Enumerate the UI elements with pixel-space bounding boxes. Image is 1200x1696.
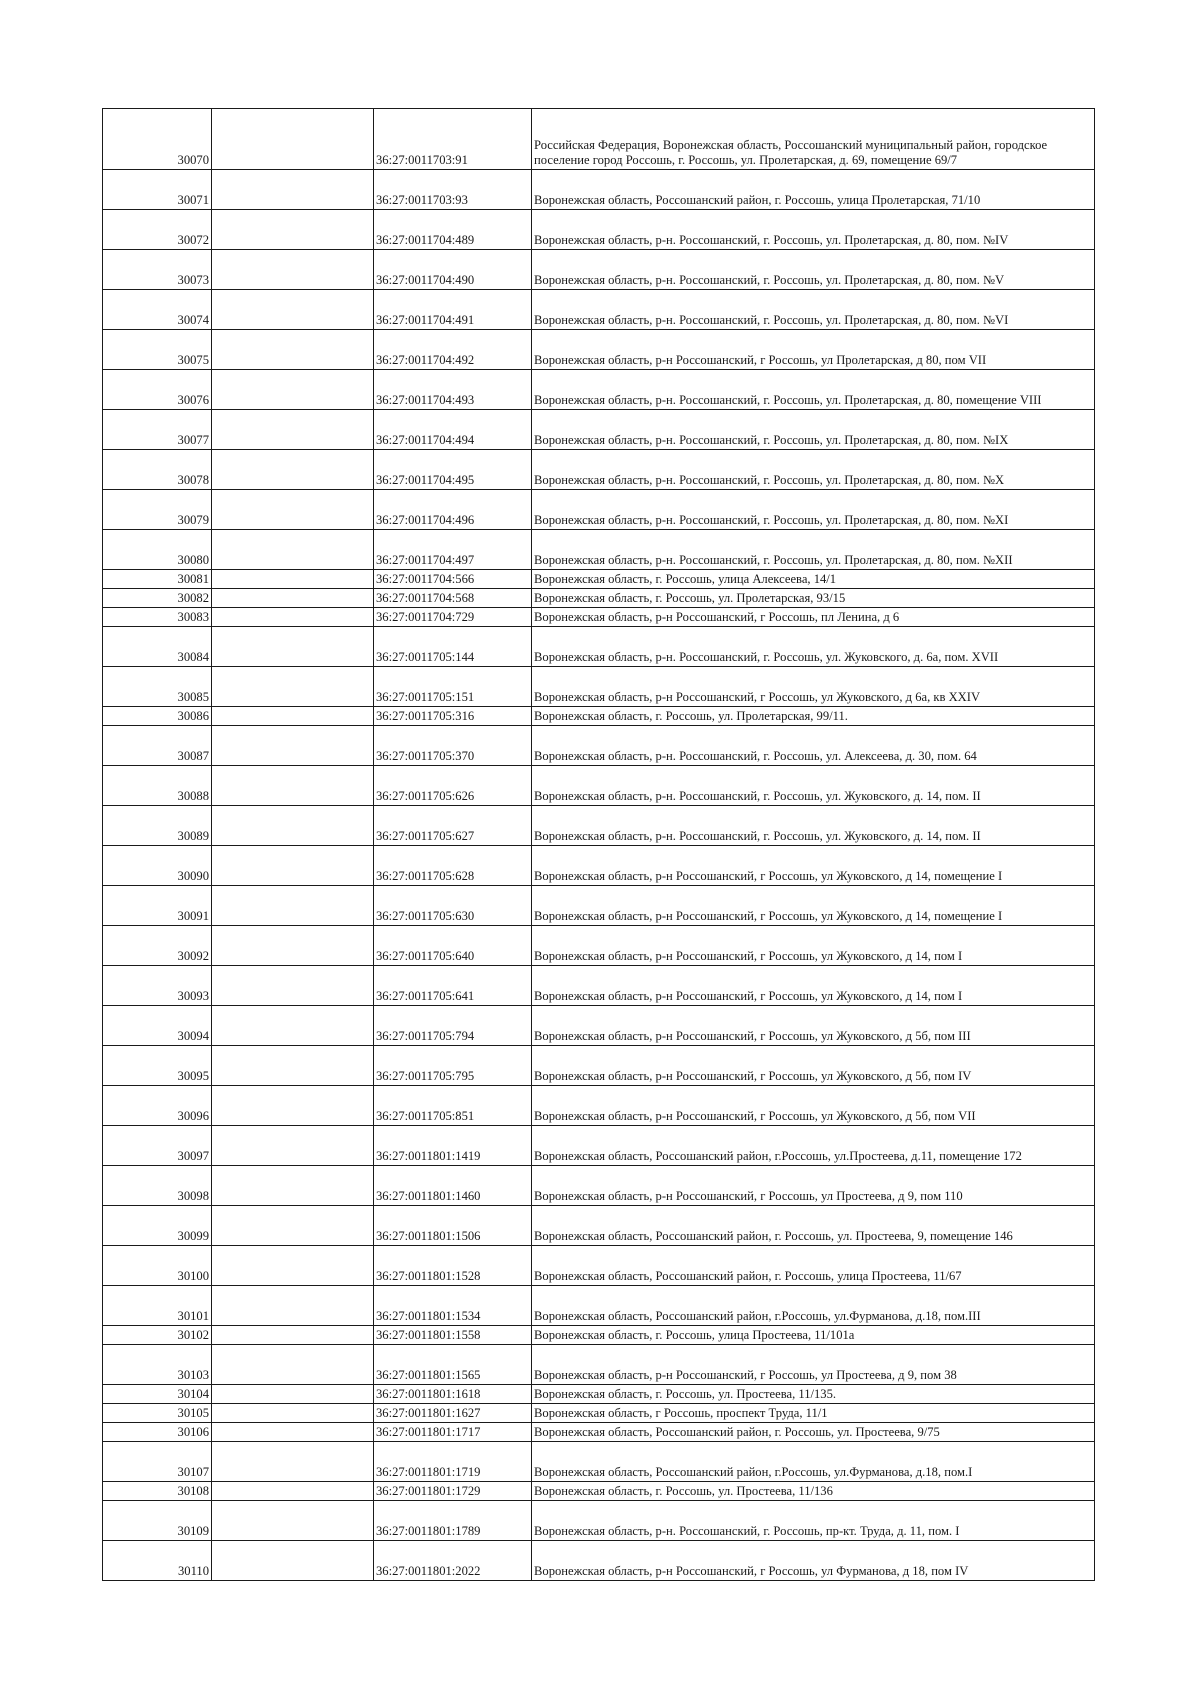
address-cell: Воронежская область, р-н. Россошанский, г. Россошь, ул. Жуковского, д. 6а, пом. XVII: [532, 627, 1095, 667]
empty-cell: [212, 846, 374, 886]
empty-cell: [212, 490, 374, 530]
record-number-cell: 30075: [103, 330, 212, 370]
address-cell: Воронежская область, р-н. Россошанский, г. Россошь, ул. Пролетарская, д. 80, пом. №X: [532, 450, 1095, 490]
record-number-cell: 30082: [103, 589, 212, 608]
cadastral-number-cell: 36:27:0011703:91: [374, 109, 532, 170]
empty-cell: [212, 250, 374, 290]
cadastral-number-cell: 36:27:0011705:630: [374, 886, 532, 926]
address-cell: Воронежская область, р-н Россошанский, г Россошь, ул Жуковского, д 5б, пом IV: [532, 1046, 1095, 1086]
empty-cell: [212, 726, 374, 766]
table-row: [103, 1086, 1095, 1126]
cadastral-number-cell: 36:27:0011705:851: [374, 1086, 532, 1126]
address-cell: Воронежская область, р-н Россошанский, г Россошь, ул Жуковского, д 6а, кв XXIV: [532, 667, 1095, 707]
cadastral-number-cell: 36:27:0011801:1558: [374, 1326, 532, 1345]
table-row: [103, 667, 1095, 707]
table-row: [103, 109, 1095, 170]
table-row: [103, 806, 1095, 846]
empty-cell: [212, 210, 374, 250]
record-number-cell: 30108: [103, 1482, 212, 1501]
address-cell: Воронежская область, р-н Россошанский, г Россошь, ул Жуковского, д 5б, пом VII: [532, 1086, 1095, 1126]
cadastral-number-cell: 36:27:0011704:497: [374, 530, 532, 570]
cadastral-number-cell: 36:27:0011801:2022: [374, 1541, 532, 1581]
empty-cell: [212, 1404, 374, 1423]
record-number-cell: 30094: [103, 1006, 212, 1046]
table-row: [103, 1442, 1095, 1482]
empty-cell: [212, 667, 374, 707]
address-cell: Воронежская область, р-н. Россошанский, г. Россошь, ул. Жуковского, д. 14, пом. II: [532, 806, 1095, 846]
record-number-cell: 30092: [103, 926, 212, 966]
record-number-cell: 30095: [103, 1046, 212, 1086]
empty-cell: [212, 1345, 374, 1385]
cadastral-number-cell: 36:27:0011705:641: [374, 966, 532, 1006]
address-cell: Воронежская область, р-н. Россошанский, г. Россошь, ул. Пролетарская, д. 80, пом. №VI: [532, 290, 1095, 330]
table-row: [103, 250, 1095, 290]
empty-cell: [212, 570, 374, 589]
empty-cell: [212, 410, 374, 450]
record-number-cell: 30074: [103, 290, 212, 330]
cadastral-number-cell: 36:27:0011704:729: [374, 608, 532, 627]
record-number-cell: 30099: [103, 1206, 212, 1246]
record-number-cell: 30107: [103, 1442, 212, 1482]
table-row: [103, 926, 1095, 966]
record-number-cell: 30090: [103, 846, 212, 886]
empty-cell: [212, 608, 374, 627]
empty-cell: [212, 1286, 374, 1326]
cadastral-number-cell: 36:27:0011704:496: [374, 490, 532, 530]
empty-cell: [212, 1086, 374, 1126]
table-row: [103, 1206, 1095, 1246]
address-cell: Воронежская область, р-н Россошанский, г Россошь, ул Жуковского, д 14, пом I: [532, 966, 1095, 1006]
address-cell: Воронежская область, г. Россошь, улица Простеева, 11/101а: [532, 1326, 1095, 1345]
empty-cell: [212, 806, 374, 846]
address-cell: Воронежская область, р-н. Россошанский, г. Россошь, ул. Пролетарская, д. 80, пом. №IV: [532, 210, 1095, 250]
record-number-cell: 30093: [103, 966, 212, 1006]
empty-cell: [212, 450, 374, 490]
cadastral-number-cell: 36:27:0011705:626: [374, 766, 532, 806]
table-row: [103, 726, 1095, 766]
address-cell: Воронежская область, р-н. Россошанский, г. Россошь, ул. Пролетарская, д. 80, пом. №V: [532, 250, 1095, 290]
record-number-cell: 30083: [103, 608, 212, 627]
record-number-cell: 30070: [103, 109, 212, 170]
cadastral-number-cell: 36:27:0011705:794: [374, 1006, 532, 1046]
empty-cell: [212, 707, 374, 726]
address-cell: Воронежская область, р-н. Россошанский, г. Россошь, ул. Пролетарская, д. 80, пом. №XII: [532, 530, 1095, 570]
empty-cell: [212, 109, 374, 170]
cadastral-number-cell: 36:27:0011703:93: [374, 170, 532, 210]
cadastral-number-cell: 36:27:0011704:495: [374, 450, 532, 490]
cadastral-number-cell: 36:27:0011704:493: [374, 370, 532, 410]
cadastral-number-cell: 36:27:0011801:1789: [374, 1501, 532, 1541]
record-number-cell: 30077: [103, 410, 212, 450]
cadastral-number-cell: 36:27:0011801:1618: [374, 1385, 532, 1404]
record-number-cell: 30080: [103, 530, 212, 570]
cadastral-number-cell: 36:27:0011801:1528: [374, 1246, 532, 1286]
address-cell: Воронежская область, Россошанский район, г.Россошь, ул.Фурманова, д.18, пом.I: [532, 1442, 1095, 1482]
address-cell: Воронежская область, р-н. Россошанский, г. Россошь, ул. Алексеева, д. 30, пом. 64: [532, 726, 1095, 766]
cadastral-number-cell: 36:27:0011705:370: [374, 726, 532, 766]
address-cell: Воронежская область, р-н Россошанский, г Россошь, ул Жуковского, д 14, помещение I: [532, 886, 1095, 926]
table-row: [103, 846, 1095, 886]
empty-cell: [212, 1501, 374, 1541]
table-row: [103, 1345, 1095, 1385]
address-cell: Воронежская область, р-н. Россошанский, г. Россошь, пр-кт. Труда, д. 11, пом. I: [532, 1501, 1095, 1541]
record-number-cell: 30101: [103, 1286, 212, 1326]
cadastral-number-cell: 36:27:0011704:491: [374, 290, 532, 330]
table-row: [103, 1286, 1095, 1326]
record-number-cell: 30109: [103, 1501, 212, 1541]
address-cell: Воронежская область, Россошанский район, г.Россошь, ул.Простеева, д.11, помещение 172: [532, 1126, 1095, 1166]
cadastral-number-cell: 36:27:0011801:1506: [374, 1206, 532, 1246]
table-row: [103, 886, 1095, 926]
cadastral-number-cell: 36:27:0011801:1565: [374, 1345, 532, 1385]
cadastral-number-cell: 36:27:0011801:1460: [374, 1166, 532, 1206]
table-row: [103, 330, 1095, 370]
table-row: [103, 170, 1095, 210]
cadastral-number-cell: 36:27:0011704:489: [374, 210, 532, 250]
record-number-cell: 30104: [103, 1385, 212, 1404]
address-cell: Воронежская область, р-н Россошанский, г Россошь, ул Фурманова, д 18, пом IV: [532, 1541, 1095, 1581]
record-number-cell: 30084: [103, 627, 212, 667]
empty-cell: [212, 370, 374, 410]
empty-cell: [212, 1482, 374, 1501]
registry-table: [102, 108, 1095, 1581]
cadastral-number-cell: 36:27:0011705:144: [374, 627, 532, 667]
address-cell: Воронежская область, р-н Россошанский, г Россошь, ул Жуковского, д 14, помещение I: [532, 846, 1095, 886]
address-cell: Воронежская область, г. Россошь, ул. Пролетарская, 93/15: [532, 589, 1095, 608]
cadastral-number-cell: 36:27:0011704:492: [374, 330, 532, 370]
cadastral-number-cell: 36:27:0011705:627: [374, 806, 532, 846]
table-row: [103, 210, 1095, 250]
record-number-cell: 30081: [103, 570, 212, 589]
address-cell: Воронежская область, р-н Россошанский, г Россошь, ул Простеева, д 9, пом 110: [532, 1166, 1095, 1206]
cadastral-number-cell: 36:27:0011704:566: [374, 570, 532, 589]
cadastral-number-cell: 36:27:0011704:490: [374, 250, 532, 290]
record-number-cell: 30105: [103, 1404, 212, 1423]
table-row: [103, 410, 1095, 450]
table-row: [103, 766, 1095, 806]
record-number-cell: 30087: [103, 726, 212, 766]
table-row: [103, 530, 1095, 570]
address-cell: Воронежская область, р-н. Россошанский, г. Россошь, ул. Жуковского, д. 14, пом. II: [532, 766, 1095, 806]
address-cell: Воронежская область, р-н Россошанский, г Россошь, ул Простеева, д 9, пом 38: [532, 1345, 1095, 1385]
address-cell: Воронежская область, г. Россошь, ул. Пролетарская, 99/11.: [532, 707, 1095, 726]
table-row: [103, 589, 1095, 608]
address-cell: Воронежская область, р-н Россошанский, г Россошь, ул Пролетарская, д 80, пом VII: [532, 330, 1095, 370]
record-number-cell: 30096: [103, 1086, 212, 1126]
cadastral-number-cell: 36:27:0011801:1729: [374, 1482, 532, 1501]
cadastral-number-cell: 36:27:0011801:1717: [374, 1423, 532, 1442]
address-cell: Воронежская область, Россошанский район, г. Россошь, ул. Простеева, 9, помещение 146: [532, 1206, 1095, 1246]
cadastral-number-cell: 36:27:0011801:1419: [374, 1126, 532, 1166]
record-number-cell: 30091: [103, 886, 212, 926]
record-number-cell: 30072: [103, 210, 212, 250]
table-row: [103, 370, 1095, 410]
empty-cell: [212, 290, 374, 330]
record-number-cell: 30078: [103, 450, 212, 490]
table-row: [103, 1046, 1095, 1086]
cadastral-number-cell: 36:27:0011705:628: [374, 846, 532, 886]
record-number-cell: 30073: [103, 250, 212, 290]
address-cell: Воронежская область, р-н Россошанский, г Россошь, ул Жуковского, д 5б, пом III: [532, 1006, 1095, 1046]
record-number-cell: 30097: [103, 1126, 212, 1166]
table-row: [103, 1326, 1095, 1345]
table-row: [103, 1404, 1095, 1423]
cadastral-number-cell: 36:27:0011801:1719: [374, 1442, 532, 1482]
table-row: [103, 627, 1095, 667]
table-row: [103, 290, 1095, 330]
address-cell: Воронежская область, р-н. Россошанский, г. Россошь, ул. Пролетарская, д. 80, пом. №XI: [532, 490, 1095, 530]
table-row: [103, 966, 1095, 1006]
address-cell: Воронежская область, г. Россошь, ул. Простеева, 11/136: [532, 1482, 1095, 1501]
record-number-cell: 30100: [103, 1246, 212, 1286]
empty-cell: [212, 766, 374, 806]
table-row: [103, 570, 1095, 589]
table-row: [103, 1423, 1095, 1442]
table-row: [103, 1385, 1095, 1404]
cadastral-number-cell: 36:27:0011801:1627: [374, 1404, 532, 1423]
record-number-cell: 30106: [103, 1423, 212, 1442]
empty-cell: [212, 170, 374, 210]
empty-cell: [212, 1541, 374, 1581]
table-row: [103, 450, 1095, 490]
record-number-cell: 30076: [103, 370, 212, 410]
cadastral-number-cell: 36:27:0011705:795: [374, 1046, 532, 1086]
empty-cell: [212, 1046, 374, 1086]
address-cell: Российская Федерация, Воронежская область, Россошанский муниципальный район, городское поселение город Россошь, г. Россошь, ул. Пролетарская, д. 69, помещение 69/7: [532, 109, 1095, 170]
empty-cell: [212, 1006, 374, 1046]
address-cell: Воронежская область, р-н Россошанский, г Россошь, ул Жуковского, д 14, пом I: [532, 926, 1095, 966]
empty-cell: [212, 886, 374, 926]
empty-cell: [212, 530, 374, 570]
table-row: [103, 608, 1095, 627]
record-number-cell: 30103: [103, 1345, 212, 1385]
address-cell: Воронежская область, Россошанский район, г. Россошь, улица Пролетарская, 71/10: [532, 170, 1095, 210]
table-row: [103, 1501, 1095, 1541]
registry-table-body: [103, 109, 1095, 1581]
empty-cell: [212, 1326, 374, 1345]
cadastral-number-cell: 36:27:0011704:568: [374, 589, 532, 608]
record-number-cell: 30098: [103, 1166, 212, 1206]
cadastral-number-cell: 36:27:0011704:494: [374, 410, 532, 450]
empty-cell: [212, 1246, 374, 1286]
empty-cell: [212, 966, 374, 1006]
table-row: [103, 707, 1095, 726]
record-number-cell: 30110: [103, 1541, 212, 1581]
table-row: [103, 1541, 1095, 1581]
empty-cell: [212, 1206, 374, 1246]
table-row: [103, 1246, 1095, 1286]
address-cell: Воронежская область, Россошанский район, г. Россошь, ул. Простеева, 9/75: [532, 1423, 1095, 1442]
table-row: [103, 1006, 1095, 1046]
empty-cell: [212, 1166, 374, 1206]
record-number-cell: 30079: [103, 490, 212, 530]
table-row: [103, 1482, 1095, 1501]
cadastral-number-cell: 36:27:0011705:316: [374, 707, 532, 726]
record-number-cell: 30085: [103, 667, 212, 707]
address-cell: Воронежская область, г. Россошь, улица Алексеева, 14/1: [532, 570, 1095, 589]
cadastral-number-cell: 36:27:0011705:640: [374, 926, 532, 966]
empty-cell: [212, 1126, 374, 1166]
address-cell: Воронежская область, г Россошь, проспект Труда, 11/1: [532, 1404, 1095, 1423]
address-cell: Воронежская область, г. Россошь, ул. Простеева, 11/135.: [532, 1385, 1095, 1404]
address-cell: Воронежская область, р-н. Россошанский, г. Россошь, ул. Пролетарская, д. 80, помещение VIII: [532, 370, 1095, 410]
empty-cell: [212, 1442, 374, 1482]
address-cell: Воронежская область, р-н Россошанский, г Россошь, пл Ленина, д 6: [532, 608, 1095, 627]
table-row: [103, 490, 1095, 530]
record-number-cell: 30089: [103, 806, 212, 846]
table-row: [103, 1166, 1095, 1206]
empty-cell: [212, 627, 374, 667]
address-cell: Воронежская область, Россошанский район, г.Россошь, ул.Фурманова, д.18, пом.III: [532, 1286, 1095, 1326]
record-number-cell: 30102: [103, 1326, 212, 1345]
cadastral-number-cell: 36:27:0011705:151: [374, 667, 532, 707]
record-number-cell: 30086: [103, 707, 212, 726]
empty-cell: [212, 1423, 374, 1442]
address-cell: Воронежская область, р-н. Россошанский, г. Россошь, ул. Пролетарская, д. 80, пом. №IX: [532, 410, 1095, 450]
table-row: [103, 1126, 1095, 1166]
cadastral-number-cell: 36:27:0011801:1534: [374, 1286, 532, 1326]
record-number-cell: 30071: [103, 170, 212, 210]
empty-cell: [212, 589, 374, 608]
empty-cell: [212, 926, 374, 966]
address-cell: Воронежская область, Россошанский район, г. Россошь, улица Простеева, 11/67: [532, 1246, 1095, 1286]
record-number-cell: 30088: [103, 766, 212, 806]
empty-cell: [212, 330, 374, 370]
empty-cell: [212, 1385, 374, 1404]
